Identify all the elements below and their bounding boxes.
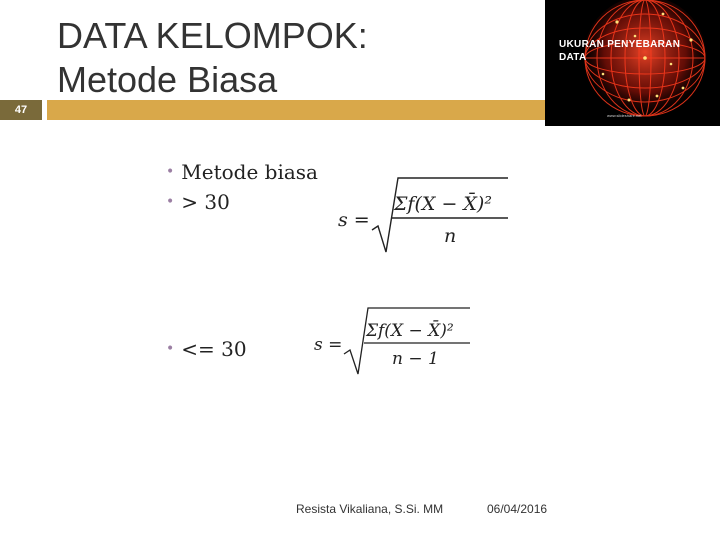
formula-std-dev-small-n — [312, 300, 477, 380]
cover-title — [559, 38, 680, 64]
bullet-item — [166, 337, 247, 361]
bullet-item — [166, 160, 318, 184]
bullet-dot-icon: • — [166, 164, 175, 180]
slide-title-line-1: DATA KELOMPOK: — [57, 15, 368, 56]
footer-author: Resista Vikaliana, S.Si. MM — [296, 502, 444, 516]
formula-std-dev-large-n — [336, 170, 516, 260]
formula-numerator: Σf(X − X̄)² — [394, 193, 492, 215]
accent-bar — [47, 100, 549, 120]
bullet-text: > 30 — [181, 190, 230, 214]
cover-title-line-1: UKURAN PENYEBARAN — [559, 39, 681, 50]
formula-lhs: s = — [314, 335, 343, 355]
formula-denominator: n − 1 — [392, 349, 439, 369]
formula-lhs: s = — [338, 209, 370, 231]
bullet-text: Metode biasa — [181, 160, 318, 184]
cover-image — [545, 0, 720, 126]
cover-title-line-2: DATA — [559, 52, 587, 63]
bullet-dot-icon: • — [166, 341, 175, 357]
bullet-dot-icon: • — [166, 194, 175, 210]
cover-url: www.slideshare.net — [607, 113, 642, 118]
footer-date: 06/04/2016 — [487, 502, 548, 516]
slide-number: 47 — [0, 100, 42, 120]
radical-sign-icon — [372, 178, 508, 252]
bullet-text: <= 30 — [181, 337, 247, 361]
slide-title — [57, 14, 537, 102]
formula-numerator: Σf(X − X̄)² — [366, 321, 454, 341]
formula-denominator: n — [444, 225, 457, 247]
bullet-item — [166, 190, 230, 214]
slide-title-line-2: Metode Biasa — [57, 59, 278, 100]
